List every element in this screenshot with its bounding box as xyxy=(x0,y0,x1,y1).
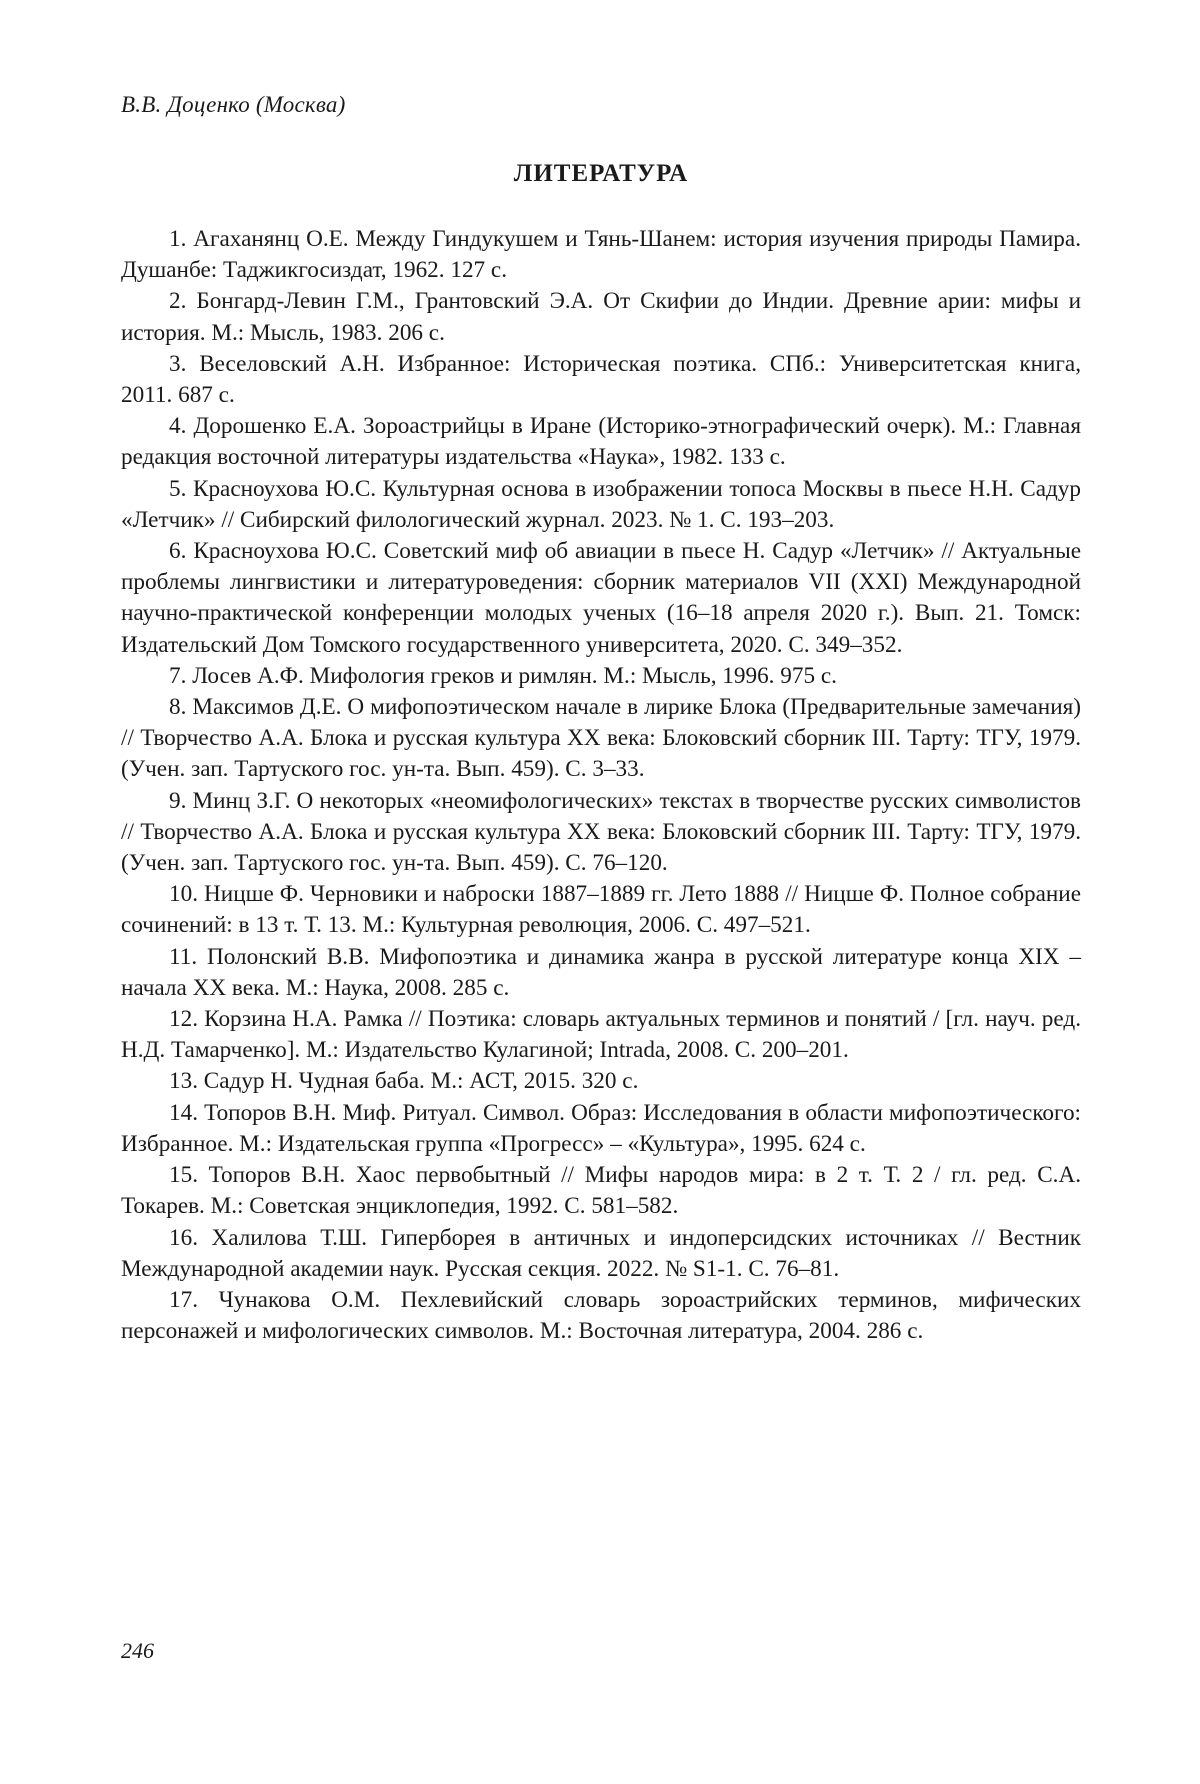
reference-item: 6. Красноухова Ю.С. Советский миф об авиации в пьесе Н. Садур «Летчик» // Актуальные проблемы лингвистики и литературоведения: сборник материалов VII (XXI) Международной научно-практической конференции молодых ученых (16–18 апреля 2020 г.). Вып. 21. Томск: Издательский Дом Томского государственного университета, 2020. С. 349–352. xyxy=(121,538,1081,658)
reference-list xyxy=(121,224,1081,1347)
reference-item: 8. Максимов Д.Е. О мифопоэтическом начале в лирике Блока (Предварительные замечания) // Творчество А.А. Блока и русская культура XX века: Блоковский сборник III. Тарту: ТГУ, 1979. (Учен. зап. Тартуского гос. ун-та. Вып. 459). С. 3–33. xyxy=(121,694,1081,783)
reference-item: 3. Веселовский А.Н. Избранное: Историческая поэтика. СПб.: Университетская книга, 2011. 687 с. xyxy=(121,350,1081,409)
reference-item: 14. Топоров В.Н. Миф. Ритуал. Символ. Образ: Исследования в области мифопоэтического: Избранное. М.: Издательская группа «Прогресс» – «Культура», 1995. 624 с. xyxy=(121,1099,1081,1157)
reference-item: 2. Бонгард-Левин Г.М., Грантовский Э.А. От Скифии до Индии. Древние арии: мифы и история. М.: Мысль, 1983. 206 с. xyxy=(121,288,1081,346)
running-head: В.В. Доценко (Москва) xyxy=(121,92,346,117)
reference-item: 9. Минц З.Г. О некоторых «неомифологических» текстах в творчестве русских символистов // Творчество А.А. Блока и русская культура XX века: Блоковский сборник III. Тарту: ТГУ, 1979. (Учен. зап. Тартуского гос. ун-та. Вып. 459). С. 76–120. xyxy=(121,787,1081,877)
reference-item: 16. Халилова Т.Ш. Гиперборея в античных и индоперсидских источниках // Вестник Международной академии наук. Русская секция. 2022. № S1-1. С. 76–81. xyxy=(121,1224,1081,1282)
reference-item: 10. Ницше Ф. Черновики и наброски 1887–1889 гг. Лето 1888 // Ницше Ф. Полное собрание сочинений: в 13 т. Т. 13. М.: Культурная революция, 2006. С. 497–521. xyxy=(121,881,1081,939)
reference-item: 5. Красноухова Ю.С. Культурная основа в изображении топоса Москвы в пьесе Н.Н. Садур «Летчик» // Сибирский филологический журнал. 2023. № 1. С. 193–203. xyxy=(121,475,1081,533)
reference-item: 7. Лосев А.Ф. Мифология греков и римлян. М.: Мысль, 1996. 975 с. xyxy=(169,662,837,689)
reference-item: 15. Топоров В.Н. Хаос первобытный // Мифы народов мира: в 2 т. Т. 2 / гл. ред. С.А. Токарев. М.: Советская энциклопедия, 1992. С. 581–582. xyxy=(121,1162,1081,1220)
reference-item: 12. Корзина Н.А. Рамка // Поэтика: словарь актуальных терминов и понятий / [гл. науч. ред. Н.Д. Тамарченко]. М.: Издательство Кулагиной; Intrada, 2008. С. 200–201. xyxy=(121,1006,1081,1064)
reference-item: 11. Полонский В.В. Мифопоэтика и динамика жанра в русской литературе конца XIX – начала XX века. М.: Наука, 2008. 285 с. xyxy=(121,943,1081,1001)
page-number: 246 xyxy=(121,1638,154,1663)
reference-item: 4. Дорошенко Е.А. Зороастрийцы в Иране (Историко-этнографический очерк). М.: Главная редакция восточной литературы издательства «Наука», 1982. 133 с. xyxy=(121,413,1081,471)
reference-item: 13. Садур Н. Чудная баба. М.: АСТ, 2015. 320 с. xyxy=(169,1068,639,1095)
reference-item: 1. Агаханянц О.Е. Между Гиндукушем и Тянь-Шанем: история изучения природы Памира. Душанбе: Таджикгосиздат, 1962. 127 с. xyxy=(121,226,1081,284)
reference-item: 17. Чунакова О.М. Пехлевийский словарь зороастрийских терминов, мифических персонажей и мифологических символов. М.: Восточная литература, 2004. 286 с. xyxy=(121,1286,1081,1345)
section-title: ЛИТЕРАТУРА xyxy=(513,160,689,187)
